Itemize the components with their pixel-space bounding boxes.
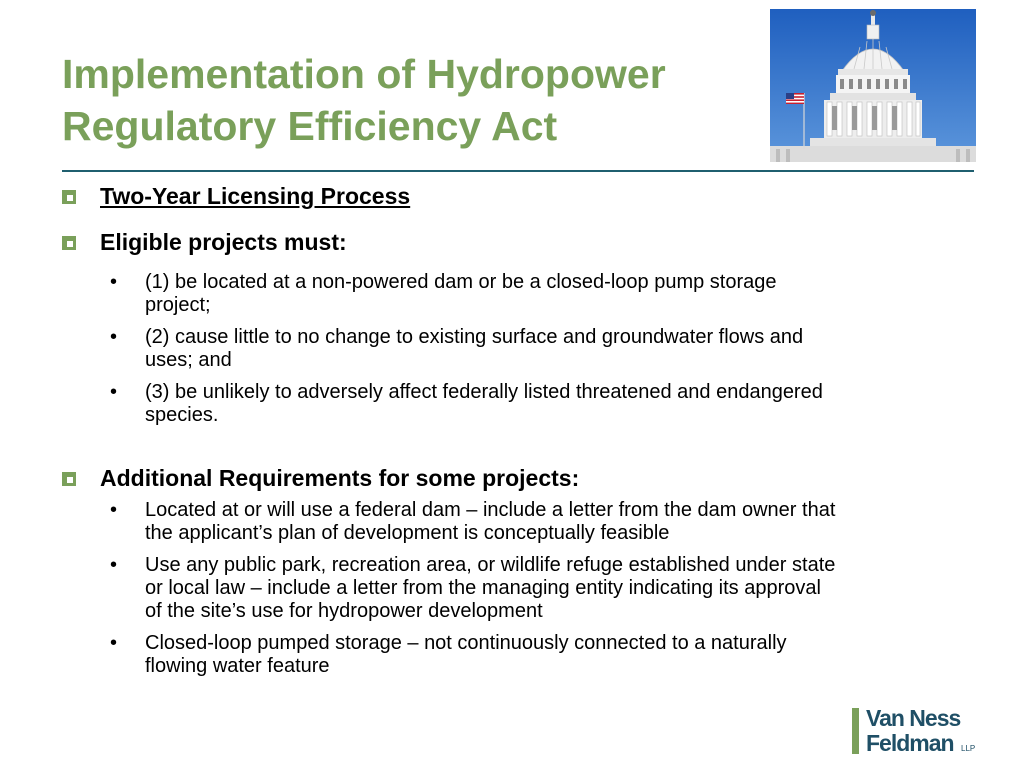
round-bullet-icon: • [110,632,118,654]
logo-line-2: Feldman [866,730,954,756]
sub-bullet-text: (2) cause little to no change to existing surface and groundwater flows and uses; and [145,326,804,371]
sub-bullet-little-change [110,326,990,372]
square-bullet-icon [62,472,76,486]
capitol-dome-photo [770,9,976,162]
sub-bullet-federal-dam [110,499,990,545]
sub-bullet-text: (1) be located at a non-powered dam or be a closed-loop pump storage project; [145,271,777,316]
round-bullet-icon: • [110,326,118,348]
sub-bullet-non-powered-dam [110,271,990,317]
title-divider [62,170,974,172]
sub-bullet-closed-loop [110,632,990,678]
logo-line-1: Van Ness [866,705,961,731]
logo-suffix: LLP [961,744,976,753]
bullet-text: Additional Requirements for some projects: [100,465,580,491]
bullet-text: Two-Year Licensing Process [100,183,411,209]
title-line-1: Implementation of Hydropower [62,51,666,97]
round-bullet-icon: • [110,381,118,403]
title-line-2: Regulatory Efficiency Act [62,103,558,149]
round-bullet-icon: • [110,554,118,576]
slide-title [62,48,752,152]
sub-bullet-text: Located at or will use a federal dam – include a letter from the dam owner that the applicant’s plan of development is conceptually feasible [145,499,836,544]
van-ness-feldman-logo [852,706,982,758]
sub-bullet-text: Use any public park, recreation area, or wildlife refuge established under state or local law – include a letter from the managing entity indicating its approval of the site’s use for hydropower development [145,554,836,622]
sub-bullet-public-park [110,554,990,623]
sub-bullet-text: Closed-loop pumped storage – not continuously connected to a naturally flowing water feature [145,632,787,677]
square-bullet-icon [62,190,76,204]
sub-bullet-endangered-species [110,381,990,427]
round-bullet-icon: • [110,499,118,521]
square-bullet-icon [62,236,76,250]
bullet-text: Eligible projects must: [100,229,347,255]
sub-bullet-text: (3) be unlikely to adversely affect federally listed threatened and endangered species. [145,381,823,426]
round-bullet-icon: • [110,271,118,293]
logo-bar [852,708,859,754]
